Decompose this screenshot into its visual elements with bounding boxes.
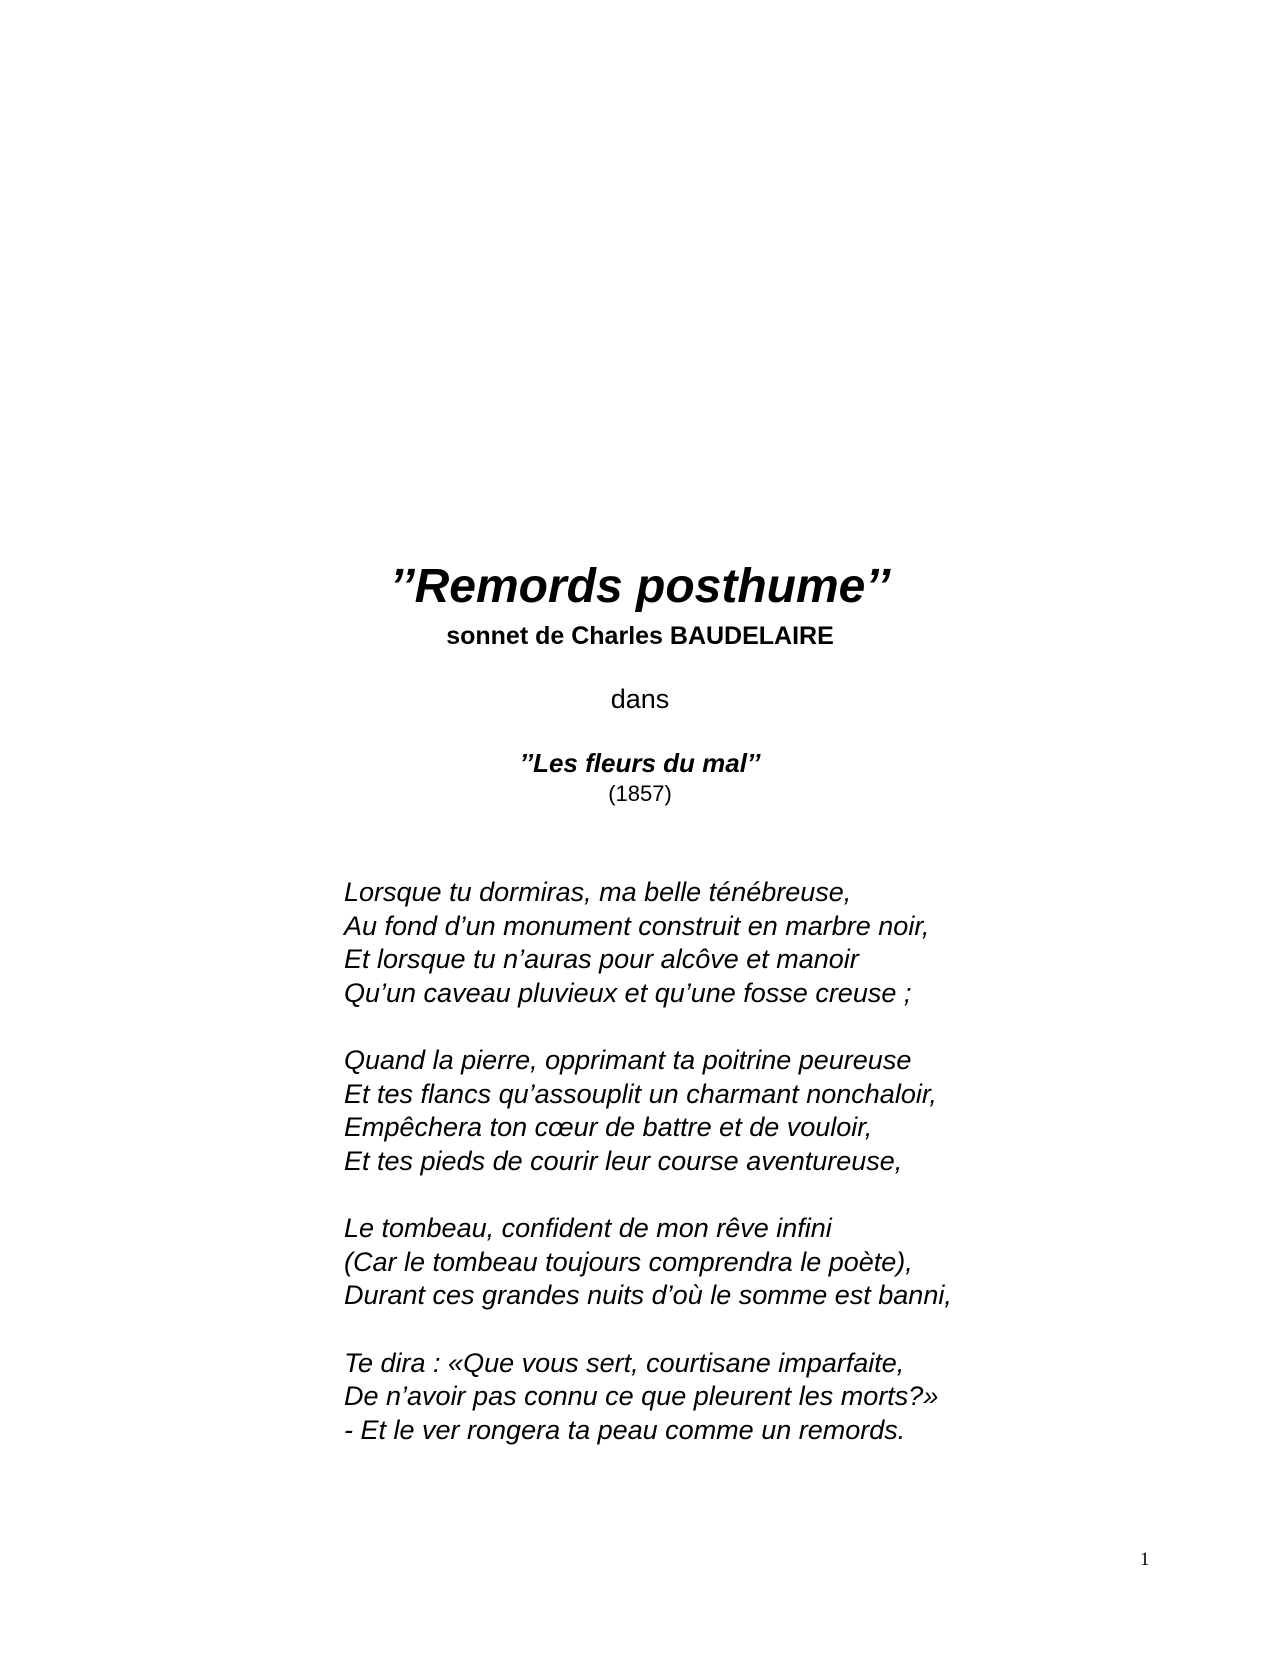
poem-body	[344, 876, 1104, 1481]
poem-line: Empêchera ton cœur de battre et de vouloir,	[344, 1112, 873, 1142]
page-number: 1	[1140, 1549, 1150, 1570]
stanza-2	[344, 1044, 1104, 1178]
collection-title: ’’Les fleurs du mal’’	[519, 748, 761, 778]
poem-line: De n’avoir pas connu ce que pleurent les morts?»	[344, 1381, 939, 1411]
poem-line: Lorsque tu dormiras, ma belle ténébreuse,	[344, 877, 852, 907]
poem-line: (Car le tombeau toujours comprendra le poète),	[344, 1246, 913, 1277]
poem-line: Quand la pierre, opprimant ta poitrine peureuse	[344, 1045, 912, 1075]
poem-line: Qu’un caveau pluvieux et qu’une fosse creuse ;	[344, 977, 912, 1008]
publication-year: (1857)	[608, 781, 672, 806]
poem-line: Te dira : «Que vous sert, courtisane imparfaite,	[344, 1347, 905, 1378]
poem-line: Au fond d’un monument construit en marbre noir,	[344, 910, 930, 941]
stanza-1	[344, 876, 1104, 1010]
poem-line: Et tes pieds de courir leur course aventureuse,	[344, 1145, 903, 1176]
poem-title: ’’Remords posthume’’	[389, 560, 891, 614]
connector-text: dans	[610, 684, 670, 714]
stanza-3	[344, 1212, 1104, 1313]
poem-line: Et tes flancs qu’assouplit un charmant nonchaloir,	[344, 1078, 937, 1109]
poem-line: Le tombeau, confident de mon rêve infini	[344, 1213, 832, 1243]
poem-line: Et lorsque tu n’auras pour alcôve et manoir	[344, 944, 859, 974]
poem-line: Durant ces grandes nuits d’où le somme est banni,	[344, 1280, 952, 1310]
poem-subtitle: sonnet de Charles BAUDELAIRE	[446, 622, 834, 650]
stanza-4	[344, 1347, 1104, 1448]
poem-line: - Et le ver rongera ta peau comme un remords.	[344, 1414, 906, 1445]
